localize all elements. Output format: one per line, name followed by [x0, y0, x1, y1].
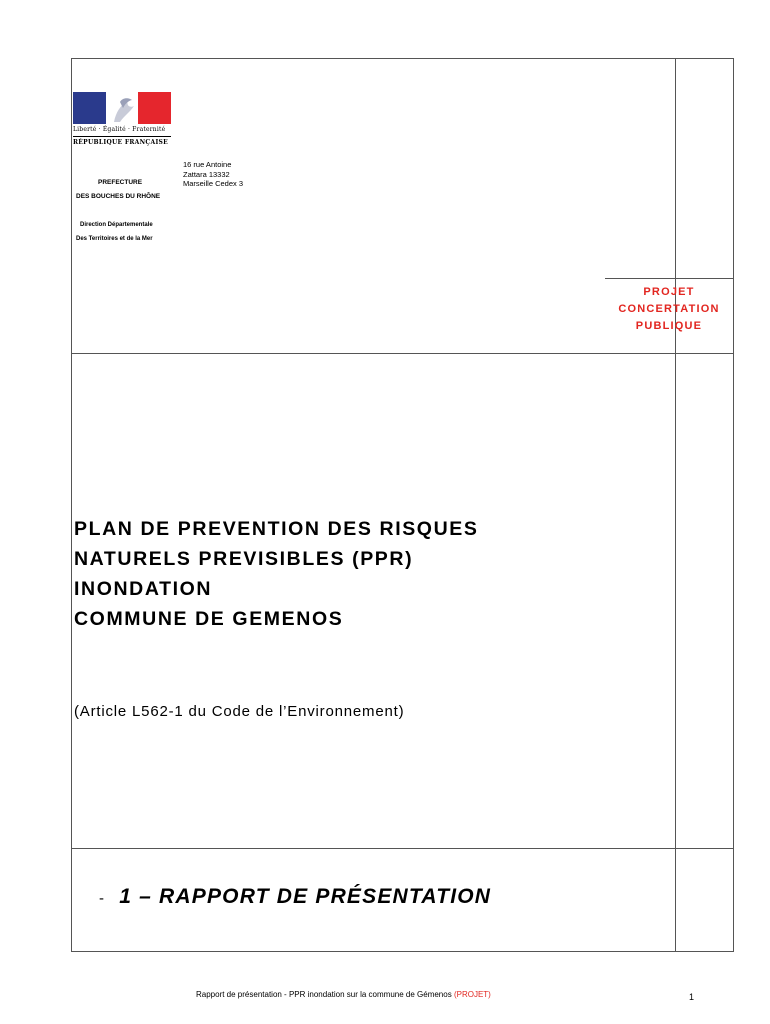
address-line: Marseille Cedex 3 [183, 179, 244, 188]
section-divider [72, 848, 733, 849]
marianne-flag-icon [73, 92, 171, 124]
status-stamp [604, 284, 734, 335]
title-line: INONDATION [74, 578, 213, 600]
document-title [74, 514, 478, 634]
footer-draft-tag: (PROJET) [453, 990, 491, 999]
republique-francaise-logo [73, 92, 171, 148]
status-line: CONCERTATION [618, 303, 720, 315]
page-number: 1 [689, 992, 695, 1002]
address-line: 16 rue Antoine [183, 160, 232, 169]
prefecture-address [183, 160, 243, 189]
title-line: NATURELS PREVISIBLES (PPR) [74, 548, 414, 570]
direction-label: Direction Départementale [80, 222, 153, 228]
status-line: PROJET [643, 286, 695, 298]
legal-reference: (Article L562-1 du Code de l’Environnement) [74, 703, 405, 720]
status-top-divider [605, 278, 734, 279]
prefecture-department: DES BOUCHES DU RHÔNE [76, 193, 161, 200]
direction-label-2: Des Territoires et de la Mer [76, 236, 153, 242]
footer-text: Rapport de présentation - PPR inondation sur la commune de Gémenos [196, 990, 452, 999]
cover-frame [71, 58, 734, 952]
title-line: COMMUNE DE GEMENOS [74, 608, 344, 630]
header-divider [72, 353, 733, 354]
address-line: Zattara 13332 [183, 169, 230, 179]
title-line: PLAN DE PREVENTION DES RISQUES [74, 518, 479, 540]
logo-motto: Liberté · Égalité · Fraternité [73, 126, 166, 133]
section-dash: - [99, 890, 106, 907]
column-divider [675, 59, 676, 951]
status-line: PUBLIQUE [635, 320, 703, 332]
page-footer [196, 990, 491, 999]
logo-republic-label: RÉPUBLIQUE FRANÇAISE [73, 136, 171, 146]
section-heading [99, 885, 491, 909]
section-title: 1 – RAPPORT DE PRÉSENTATION [119, 885, 492, 908]
prefecture-label: PREFECTURE [98, 179, 143, 186]
